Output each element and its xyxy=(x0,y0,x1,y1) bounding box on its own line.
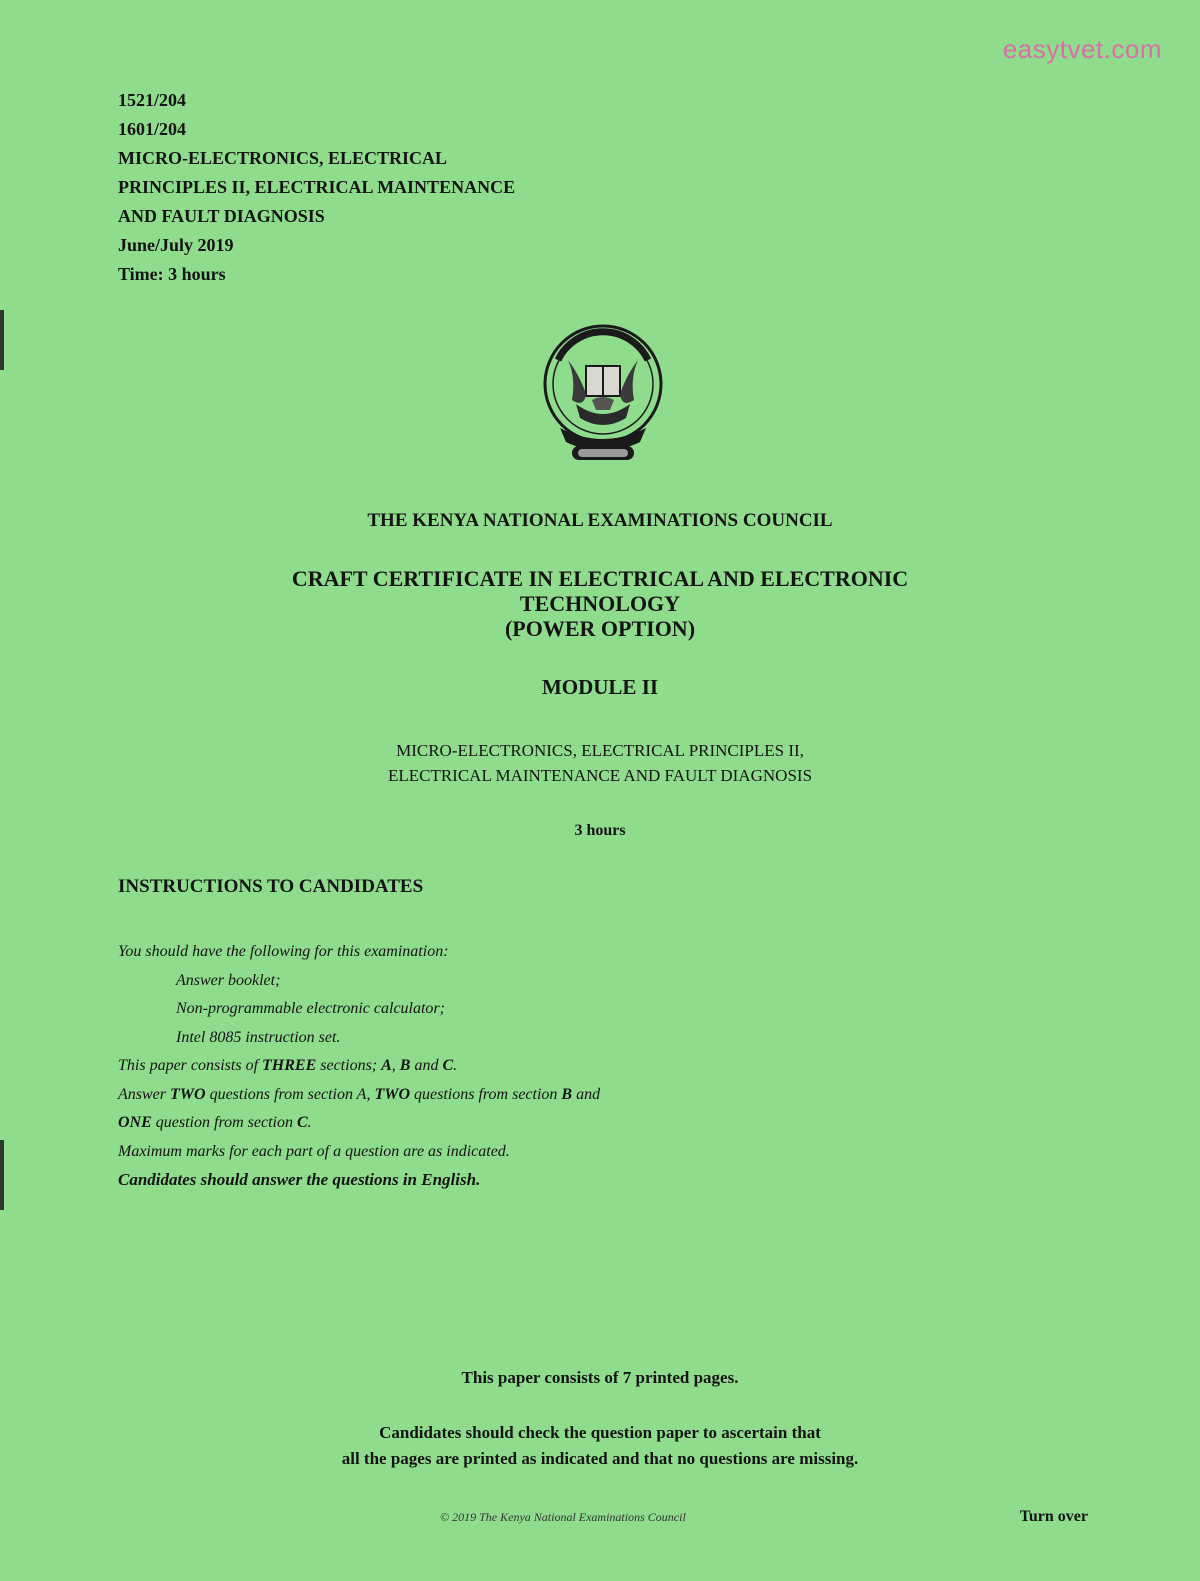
paper-header xyxy=(118,86,515,289)
certificate-line-3: (POWER OPTION) xyxy=(504,616,696,641)
check-pages-line-2: all the pages are printed as indicated and that no questions are missing. xyxy=(341,1449,859,1468)
turn-over-label: Turn over xyxy=(1019,1508,1088,1525)
required-item-3: Intel 8085 instruction set. xyxy=(176,1028,341,1046)
paper-title-line-3: AND FAULT DIAGNOSIS xyxy=(118,206,325,226)
subjects-line-1: MICRO-ELECTRONICS, ELECTRICAL PRINCIPLES II, xyxy=(396,741,804,760)
language-instruction: Candidates should answer the questions in English. xyxy=(118,1170,481,1189)
council-name: THE KENYA NATIONAL EXAMINATIONS COUNCIL xyxy=(367,510,833,531)
exam-time: Time: 3 hours xyxy=(118,264,226,284)
module-title: MODULE II xyxy=(541,675,659,699)
subjects-line-2: ELECTRICAL MAINTENANCE AND FAULT DIAGNOSIS xyxy=(387,766,813,785)
copyright-notice: © 2019 The Kenya National Examinations Council xyxy=(440,1510,686,1524)
check-pages-line-1: Candidates should check the question paper to ascertain that xyxy=(379,1423,821,1442)
instructions-list xyxy=(118,938,600,1195)
certificate-line-1: CRAFT CERTIFICATE IN ELECTRICAL AND ELECTRONIC xyxy=(291,566,909,591)
paper-code-2: 1601/204 xyxy=(118,119,187,139)
certificate-title xyxy=(0,566,1200,641)
check-pages-note xyxy=(0,1420,1200,1472)
paper-code-1: 1521/204 xyxy=(118,90,187,110)
exam-duration: 3 hours xyxy=(574,822,626,839)
paper-title-line-2: PRINCIPLES II, ELECTRICAL MAINTENANCE xyxy=(118,177,516,197)
answer-instruction: Answer TWO questions from section A, TWO questions from section B and xyxy=(118,1085,601,1103)
marks-instruction: Maximum marks for each part of a question are as indicated. xyxy=(118,1142,510,1160)
sections-instruction: This paper consists of THREE sections; A, B and C. xyxy=(118,1057,458,1074)
instructions-intro: You should have the following for this examination: xyxy=(118,943,449,960)
required-item-2: Non-programmable electronic calculator; xyxy=(176,1000,445,1017)
knec-crest-icon xyxy=(540,320,666,470)
page-count-note: This paper consists of 7 printed pages. xyxy=(461,1368,739,1387)
section-c-instruction: ONE question from section C. xyxy=(118,1114,312,1131)
paper-title-line-1: MICRO-ELECTRONICS, ELECTRICAL xyxy=(118,148,448,168)
binding-mark-top xyxy=(0,310,4,370)
required-item-1: Answer booklet; xyxy=(176,971,281,989)
certificate-line-2: TECHNOLOGY xyxy=(519,591,681,616)
watermark: easytvet.com xyxy=(1002,34,1162,64)
exam-session: June/July 2019 xyxy=(118,235,234,255)
instructions-heading: INSTRUCTIONS TO CANDIDATES xyxy=(118,876,424,897)
binding-mark-bottom xyxy=(0,1140,4,1210)
subjects xyxy=(0,738,1200,788)
